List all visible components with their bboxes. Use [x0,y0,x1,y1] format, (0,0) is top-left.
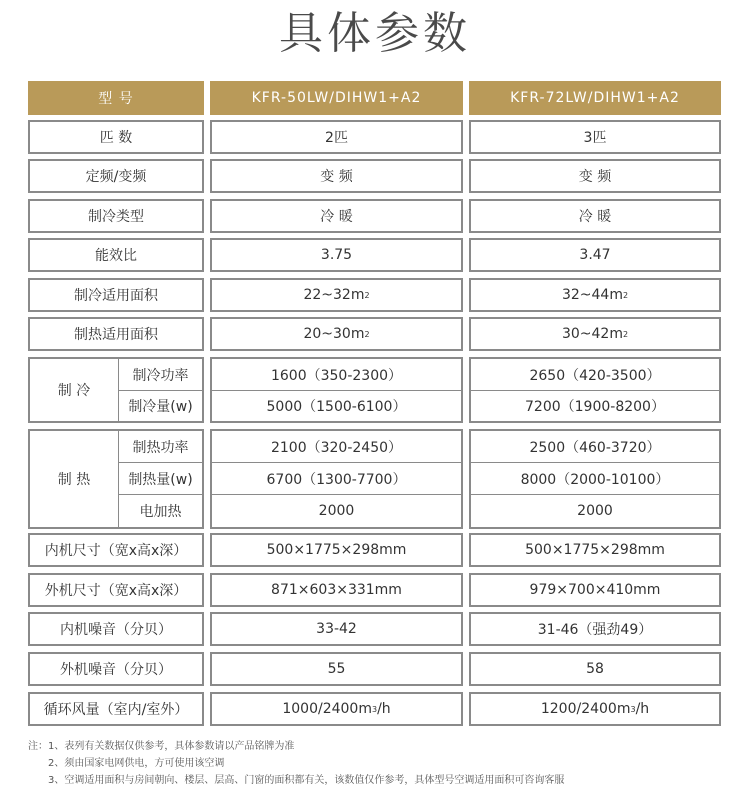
cooling-capacity-label: 制冷量(w) [128,399,193,415]
header-model-label: 型 号 [28,81,204,115]
row-value-a: 33-42 [210,612,463,646]
heating-electric-label: 电加热 [139,504,182,520]
row-value-b [469,278,721,312]
row-value-b [469,692,721,726]
heating-power-label: 制热功率 [132,439,189,456]
row-label-inner-size: 内机尺寸（宽x高x深） [28,533,204,567]
group-heating-label: 制 热 [57,472,91,488]
row-value-b: 500×1775×298mm [469,533,721,567]
footnote-text: 3、空调适用面积与房间朝向、楼层、层高、门窗的面积都有关，该数值仅作参考，具体型号空调适用面积可咨询客服 [48,775,565,786]
row-value-a [210,317,463,351]
row-value-a: 500×1775×298mm [210,533,463,567]
footnote-3 [28,772,728,789]
row-value-b [469,317,721,351]
row-label-outer-noise: 外机噪音（分贝） [28,652,204,686]
row-value-b: 979×700×410mm [469,573,721,607]
value-suffix: /h [377,701,391,717]
unit-sup: 3 [630,704,636,714]
row-label-nengxiao: 能效比 [28,238,204,272]
row-label-inner-noise: 内机噪音（分贝） [28,612,204,646]
cooling-capacity-b: 7200（1900-8200） [525,399,665,415]
value-text: 1200/2400m [540,701,631,717]
row-value-b: 3.47 [469,238,721,272]
footnote-1 [28,738,728,755]
header-model-a: KFR-50LW/DIHW1+A2 [210,81,463,115]
cooling-values-a [210,357,463,423]
unit-sup: 2 [364,329,370,339]
footnote-text: 2、须由国家电网供电，方可使用该空调 [48,758,225,769]
value-text: 32~44m [561,287,623,303]
value-text: 1000/2400m [282,701,372,717]
group-heating [28,429,204,529]
unit-sup: 3 [371,704,378,714]
row-value-b: 31-46（强劲49） [469,612,721,646]
footnote-2 [28,755,728,772]
row-value-a: 871×603×331mm [210,573,463,607]
row-value-b: 变 频 [469,159,721,193]
unit-sup: 2 [364,290,370,300]
row-label-leng-area: 制冷适用面积 [28,278,204,312]
row-label-leixing: 制冷类型 [28,199,204,233]
footnotes [28,738,728,789]
header-model-b: KFR-72LW/DIHW1+A2 [469,81,721,115]
row-label-pishu: 匹 数 [28,120,204,154]
heating-values-a [210,429,463,529]
unit-sup: 2 [622,329,629,339]
cooling-power-b: 2650（420-3500） [529,367,661,384]
page-title: 具体参数 [279,8,471,59]
row-value-a [210,278,463,312]
footnote-prefix: 注： [28,741,48,752]
group-cooling [28,357,204,423]
row-value-a: 3.75 [210,238,463,272]
heating-capacity-b: 8000（2000-10100） [520,471,670,488]
heating-values-b [469,429,721,529]
heating-power-b: 2500（460-3720） [529,439,661,456]
unit-sup: 2 [622,290,629,300]
row-value-b: 58 [469,652,721,686]
value-text: 30~42m [561,326,623,342]
cooling-power-label: 制冷功率 [132,367,189,384]
row-value-a [210,692,463,726]
row-label-re-area: 制热适用面积 [28,317,204,351]
value-text: 20~30m [303,326,365,342]
heating-electric-a: 2000 [318,503,355,519]
row-value-a: 2匹 [210,120,463,154]
cooling-capacity-a: 5000（1500-6100） [266,399,407,415]
value-text: 22~32m [303,287,365,303]
row-value-a: 冷 暖 [210,199,463,233]
heating-capacity-label: 制热量(w) [128,471,193,488]
value-suffix: /h [635,701,650,717]
heating-electric-b: 2000 [577,503,613,519]
heating-capacity-a: 6700（1300-7700） [266,471,407,488]
row-label-outer-size: 外机尺寸（宽x高x深） [28,573,204,607]
row-value-a: 变 频 [210,159,463,193]
group-cooling-label: 制 冷 [57,383,91,399]
row-value-a: 55 [210,652,463,686]
row-label-airflow: 循环风量（室内/室外） [28,692,204,726]
row-value-b: 冷 暖 [469,199,721,233]
heating-power-a: 2100（320-2450） [270,439,403,456]
row-label-dingpin: 定频/变频 [28,159,204,193]
cooling-power-a: 1600（350-2300） [270,367,403,384]
footnote-text: 1、表列有关数据仅供参考，具体参数请以产品铭牌为准 [48,741,295,752]
row-value-b: 3匹 [469,120,721,154]
cooling-values-b [469,357,721,423]
